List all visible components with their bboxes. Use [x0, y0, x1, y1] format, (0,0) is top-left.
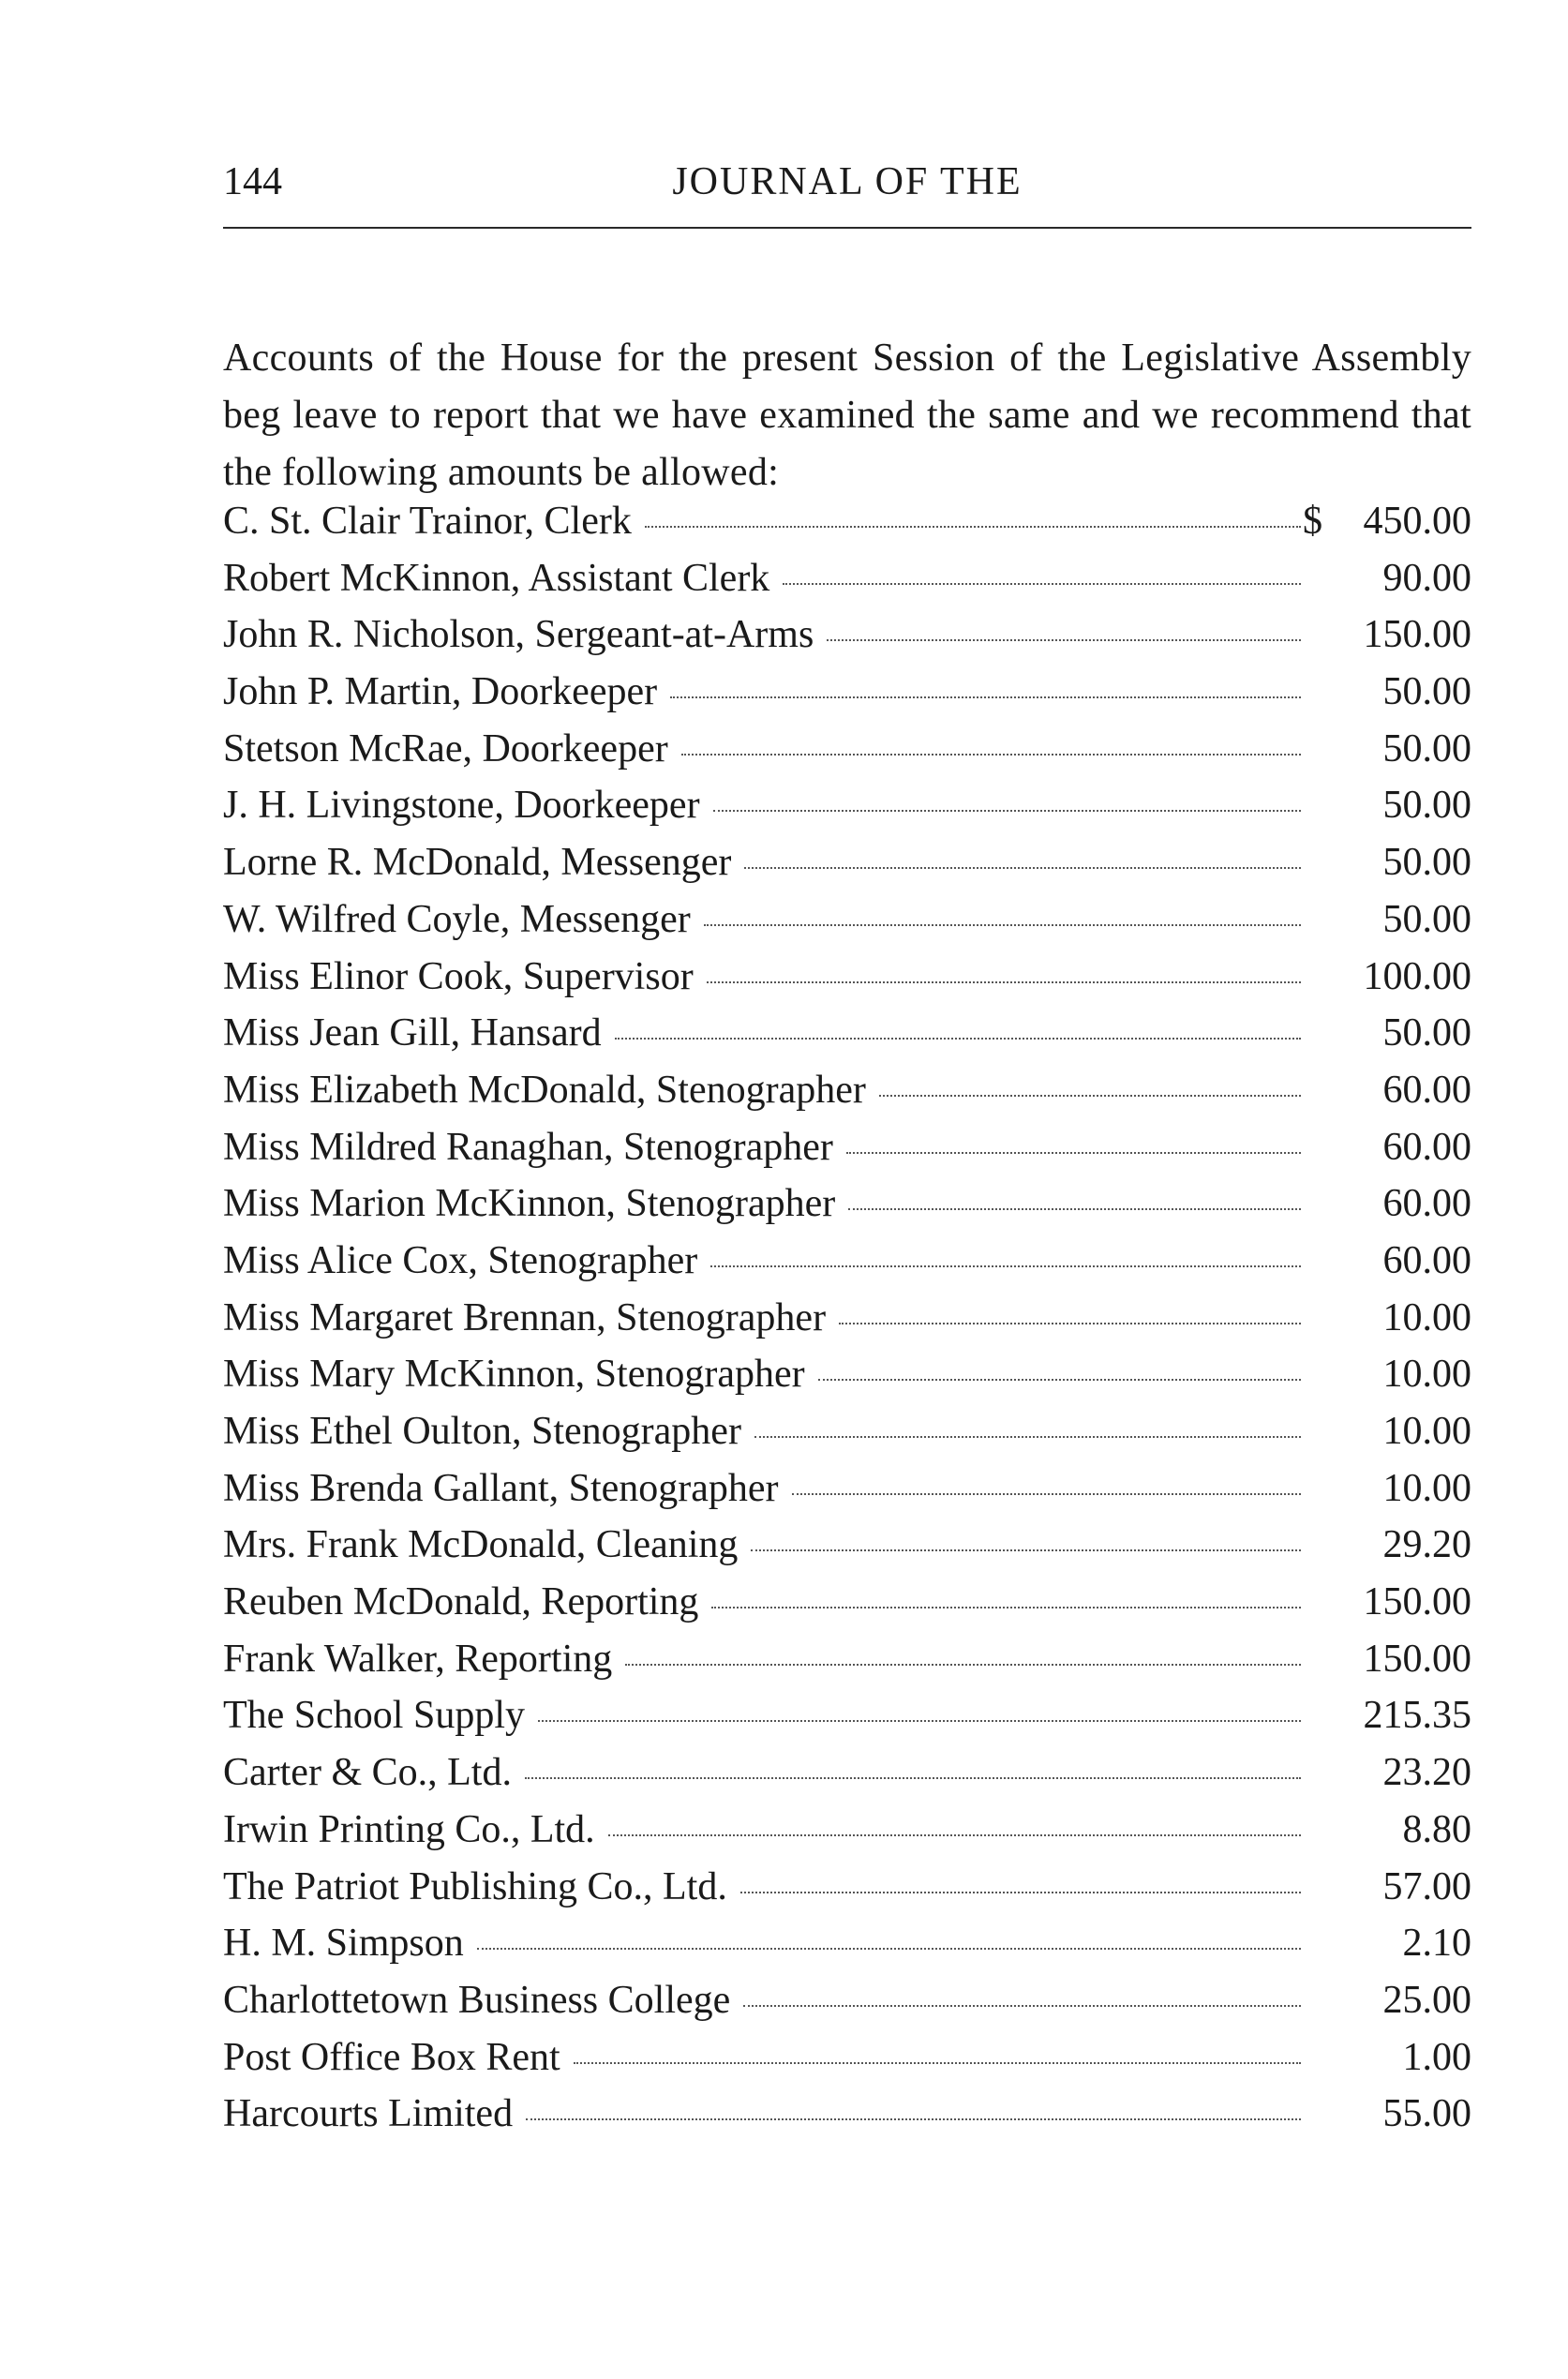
account-row — [223, 783, 1471, 840]
dot-leader — [783, 583, 1301, 585]
account-row — [223, 1352, 1471, 1409]
account-row — [223, 1750, 1471, 1807]
payee-name: Charlottetown Business College — [223, 1978, 731, 2022]
account-row — [223, 1522, 1471, 1579]
amount-value: 150.00 — [1363, 1580, 1471, 1624]
dot-leader — [744, 867, 1301, 869]
payee-name: W. Wilfred Coyle, Messenger — [223, 897, 691, 941]
account-row — [223, 1864, 1471, 1922]
account-row — [223, 2035, 1471, 2092]
currency-symbol: $ — [1303, 500, 1322, 543]
account-row — [223, 612, 1471, 669]
account-row — [223, 897, 1471, 954]
amount-value: 60.00 — [1382, 1125, 1471, 1169]
account-row — [223, 499, 1471, 556]
dot-leader — [713, 810, 1301, 812]
amount-value: 55.00 — [1382, 2092, 1471, 2136]
dot-leader — [710, 1265, 1301, 1267]
dot-leader — [681, 754, 1301, 756]
amount-value: 2.10 — [1402, 1922, 1471, 1966]
payee-name: Post Office Box Rent — [223, 2035, 560, 2079]
amount-value: 100.00 — [1363, 954, 1471, 998]
account-row — [223, 1010, 1471, 1068]
payee-name: John R. Nicholson, Sergeant-at-Arms — [223, 613, 814, 657]
amount-value: 23.20 — [1382, 1751, 1471, 1795]
payee-name: Reuben McDonald, Reporting — [223, 1580, 699, 1624]
account-row — [223, 1978, 1471, 2035]
dot-leader — [846, 1152, 1301, 1154]
amount-value: 215.35 — [1363, 1694, 1471, 1738]
amount-value: 10.00 — [1382, 1353, 1471, 1397]
payee-name: Miss Elinor Cook, Supervisor — [223, 954, 694, 998]
payee-name: Harcourts Limited — [223, 2092, 514, 2136]
account-row — [223, 1068, 1471, 1125]
dot-leader — [743, 2005, 1301, 2007]
dot-leader — [608, 1834, 1301, 1836]
payee-name: Frank Walker, Reporting — [223, 1637, 613, 1681]
account-row — [223, 1295, 1471, 1353]
amount-value: 29.20 — [1382, 1523, 1471, 1567]
account-row — [223, 1181, 1471, 1238]
payee-name: H. M. Simpson — [223, 1922, 464, 1966]
account-row — [223, 726, 1471, 784]
account-row — [223, 1807, 1471, 1864]
payee-name: Miss Margaret Brennan, Stenographer — [223, 1295, 827, 1339]
payee-name: C. St. Clair Trainor, Clerk — [223, 500, 632, 543]
payee-name: Miss Alice Cox, Stenographer — [223, 1238, 698, 1282]
running-head: JOURNAL OF THE — [672, 160, 1023, 203]
account-row — [223, 669, 1471, 726]
dot-leader — [754, 1436, 1301, 1438]
amount-value: 50.00 — [1382, 784, 1471, 828]
dot-leader — [792, 1493, 1301, 1495]
amount-value: 10.00 — [1382, 1466, 1471, 1510]
amount-value: 50.00 — [1382, 726, 1471, 771]
payee-name: Stetson McRae, Doorkeeper — [223, 726, 668, 771]
journal-page — [223, 0, 1471, 2379]
dot-leader — [670, 696, 1301, 698]
page-header — [223, 150, 1471, 206]
account-row — [223, 556, 1471, 613]
dot-leader — [645, 526, 1301, 528]
intro-paragraph: Accounts of the House for the present Session of the Legislative Assembly beg leave to report that we have examined the same and we recommend that the following amounts be allowed: — [223, 337, 1471, 494]
payee-name: Lorne R. McDonald, Messenger — [223, 841, 732, 885]
amount-value: 57.00 — [1382, 1864, 1471, 1908]
account-row — [223, 1693, 1471, 1750]
dot-leader — [625, 1664, 1301, 1666]
payee-name: Miss Marion McKinnon, Stenographer — [223, 1182, 836, 1226]
payee-name: Robert McKinnon, Assistant Clerk — [223, 556, 770, 600]
amount-value: 50.00 — [1382, 1011, 1471, 1055]
account-row — [223, 1921, 1471, 1978]
dot-leader — [818, 1379, 1301, 1381]
dot-leader — [839, 1323, 1301, 1324]
amount-value: 50.00 — [1382, 670, 1471, 714]
amount-value: 1.00 — [1402, 2035, 1471, 2079]
payee-name: Miss Mary McKinnon, Stenographer — [223, 1353, 805, 1397]
dot-leader — [525, 1777, 1301, 1779]
dot-leader — [538, 1720, 1301, 1722]
payee-name: The Patriot Publishing Co., Ltd. — [223, 1864, 727, 1908]
payee-name: Miss Ethel Oulton, Stenographer — [223, 1410, 741, 1453]
payee-name: John P. Martin, Doorkeeper — [223, 670, 658, 714]
account-row — [223, 1238, 1471, 1295]
payee-name: Mrs. Frank McDonald, Cleaning — [223, 1523, 739, 1567]
payee-name: Miss Brenda Gallant, Stenographer — [223, 1466, 779, 1510]
account-row — [223, 1466, 1471, 1523]
accounts-list — [223, 499, 1471, 2148]
dot-leader — [848, 1208, 1301, 1210]
amount-value: 450.00 — [1363, 500, 1471, 543]
dot-leader — [477, 1948, 1301, 1950]
account-row — [223, 954, 1471, 1011]
dot-leader — [704, 924, 1301, 926]
amount-value: 60.00 — [1382, 1068, 1471, 1112]
payee-name: Irwin Printing Co., Ltd. — [223, 1807, 595, 1851]
payee-name: Miss Elizabeth McDonald, Stenographer — [223, 1068, 866, 1112]
dot-leader — [707, 981, 1301, 983]
payee-name: Miss Mildred Ranaghan, Stenographer — [223, 1125, 833, 1169]
account-row — [223, 1637, 1471, 1694]
dot-leader — [526, 2118, 1301, 2120]
account-row — [223, 1579, 1471, 1637]
payee-name: The School Supply — [223, 1694, 525, 1738]
account-row — [223, 840, 1471, 897]
amount-value: 90.00 — [1382, 556, 1471, 600]
dot-leader — [751, 1549, 1301, 1551]
amount-value: 10.00 — [1382, 1410, 1471, 1453]
payee-name: Carter & Co., Ltd. — [223, 1751, 512, 1795]
amount-value: 150.00 — [1363, 1637, 1471, 1681]
account-row — [223, 1125, 1471, 1182]
payee-name: J. H. Livingstone, Doorkeeper — [223, 784, 700, 828]
dot-leader — [740, 1892, 1301, 1893]
amount-value: 60.00 — [1382, 1238, 1471, 1282]
amount-value: 10.00 — [1382, 1295, 1471, 1339]
amount-value: 150.00 — [1363, 613, 1471, 657]
payee-name: Miss Jean Gill, Hansard — [223, 1011, 602, 1055]
dot-leader — [711, 1607, 1301, 1608]
dot-leader — [615, 1038, 1301, 1040]
amount-value: 8.80 — [1402, 1807, 1471, 1851]
dot-leader — [827, 639, 1301, 641]
account-row — [223, 1409, 1471, 1466]
dot-leader — [879, 1095, 1301, 1097]
amount-value: 50.00 — [1382, 841, 1471, 885]
account-row — [223, 2091, 1471, 2148]
dot-leader — [574, 2062, 1301, 2064]
header-rule — [223, 227, 1471, 229]
amount-value: 50.00 — [1382, 897, 1471, 941]
page-number: 144 — [223, 160, 282, 203]
amount-value: 60.00 — [1382, 1182, 1471, 1226]
amount-value: 25.00 — [1382, 1978, 1471, 2022]
